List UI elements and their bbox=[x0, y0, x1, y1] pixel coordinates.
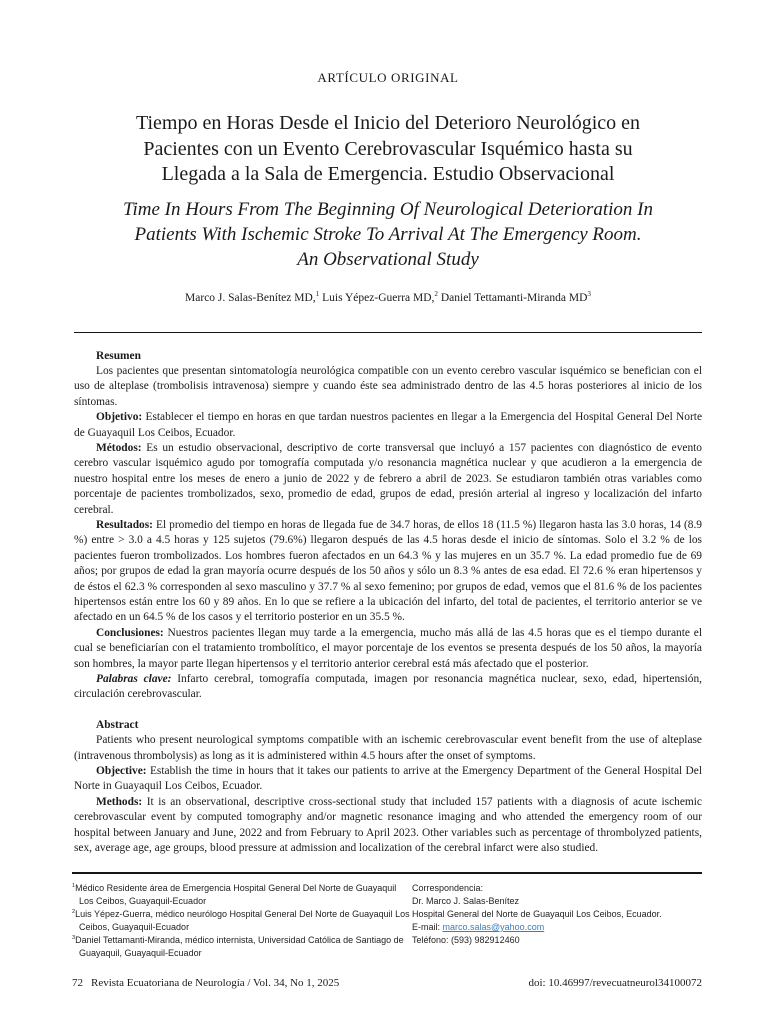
correspondence-email-line bbox=[412, 921, 702, 934]
paragraph-text: Es un estudio observacional, descriptivo de corte transversal que incluyó a 157 pacientes con diagnóstico de evento cerebro vascular isquémico agudo por tomografía computada y/o resonancia magnética nuclear y que acudieron a la emergencia de nuestro hospital entre los meses de enero a junio de 2022 y de febrero a abril de 2023. Se estudiaron también otras variables como porcentaje de pacientes trombolizados, sexo, promedio de edad, grupos de edad, presión arterial al ingreso y localización del infarto cerebral. bbox=[74, 441, 702, 516]
abstract-intro-paragraph bbox=[74, 733, 702, 764]
author-affiliations bbox=[72, 882, 410, 960]
metodos-paragraph bbox=[74, 441, 702, 518]
title-divider-rule bbox=[74, 332, 702, 333]
paragraph-label: Objetivo: bbox=[96, 411, 143, 424]
title-line: Patients With Ischemic Stroke To Arrival At The Emergency Room. bbox=[134, 223, 642, 245]
abstract-heading: Abstract bbox=[96, 718, 139, 731]
objective-paragraph bbox=[74, 764, 702, 795]
page-footer bbox=[72, 977, 702, 989]
affiliation-item bbox=[72, 882, 410, 908]
palabras-clave-paragraph bbox=[74, 672, 702, 703]
author-affiliation-marker: 3 bbox=[587, 289, 591, 298]
correspondence-name: Dr. Marco J. Salas-Benítez bbox=[412, 896, 520, 906]
affiliation-marker: 1 bbox=[72, 883, 76, 889]
author-affiliation-marker: 1 bbox=[315, 289, 320, 298]
correspondence-institution: Hospital General del Norte de Guayaquil Los Ceibos, Ecuador. bbox=[412, 909, 662, 919]
paragraph-label: Objective: bbox=[96, 765, 147, 778]
paragraph-text: It is an observational, descriptive cross-sectional study that included 157 patients with a diagnosis of acute ischemic cerebrovascular event by computed tomography and/or magnetic resonance imaging and who attended the emergency room of our hospital between January and June, 2022 and from February to April 2023. Other variables such as percentage of thrombolyzed patients, sex, average age, age groups, blood pressure at admission and localization of the cerebral infarct were also studied. bbox=[74, 795, 702, 855]
affiliation-item bbox=[72, 908, 410, 934]
conclusiones-paragraph bbox=[74, 626, 702, 672]
paragraph-text: Patients who present neurological symptoms compatible with an ischemic cerebrovascular event benefit from the use of alteplase (intravenous thrombolysis) as long as it is administered within 4.5 hours after the onset of symptoms. bbox=[74, 734, 702, 762]
author-name: Daniel Tettamanti-Miranda MD bbox=[437, 291, 588, 304]
paragraph-label: Palabras clave: bbox=[96, 673, 172, 686]
doi-text: doi: 10.46997/revecuatneurol34100072 bbox=[528, 977, 702, 989]
title-line: Llegada a la Sala de Emergencia. Estudio Observacional bbox=[161, 163, 615, 185]
title-line: Pacientes con un Evento Cerebrovascular Isquémico hasta su bbox=[143, 137, 633, 160]
paragraph-label: Métodos: bbox=[96, 441, 142, 454]
paragraph-text: Nuestros pacientes llegan muy tarde a la emergencia, mucho más allá de las 4.5 horas que es el tiempo durante el cual se beneficiarían con el tratamiento trombolítico, el mayor porcentaje de los eventos se presenta después de los 50 años, la mayoría son hombres, la mayor parte llegan hipertensos y el territorio anterior cerebral está más afectado que el posterior. bbox=[74, 626, 702, 670]
article-title-english bbox=[74, 197, 702, 272]
resumen-heading: Resumen bbox=[96, 349, 141, 362]
article-title-spanish bbox=[74, 111, 702, 188]
affiliation-text: Luis Yépez-Guerra, médico neurólogo Hospital General Del Norte de Guayaquil Los Ceibos, Guayaquil-Ecuador bbox=[75, 909, 410, 932]
paragraph-label: Resultados: bbox=[96, 518, 153, 531]
title-line: Tiempo en Horas Desde el Inicio del Deterioro Neurológico en bbox=[135, 112, 641, 134]
journal-name: Revista Ecuatoriana de Neurología / Vol. 34, No 1, 2025 bbox=[91, 977, 340, 989]
paragraph-text: Infarto cerebral, tomografía computada, imagen por resonancia magnética nuclear, sexo, edad, hipertensión, circulación cerebrovascular. bbox=[74, 673, 703, 701]
objetivo-paragraph bbox=[74, 410, 702, 441]
affiliation-marker: 2 bbox=[72, 909, 76, 915]
affiliation-text: Médico Residente área de Emergencia Hospital General Del Norte de Guayaquil Los Ceibos, Guayaquil-Ecuador bbox=[75, 883, 397, 906]
paragraph-label: Methods: bbox=[96, 795, 143, 808]
author-name: Luis Yépez-Guerra MD, bbox=[319, 291, 435, 304]
paragraph-text: Establecer el tiempo en horas en que tardan nuestros pacientes en llegar a la Emergencia del Hospital General Del Norte de Guayaquil Los Ceibos, Ecuador. bbox=[74, 411, 702, 439]
author-affiliation-marker: 2 bbox=[434, 289, 438, 298]
resumen-intro-paragraph bbox=[74, 364, 702, 410]
affiliation-text: Daniel Tettamanti-Miranda, médico internista, Universidad Católica de Santiago de Guayaquil, Guayaquil-Ecuador bbox=[75, 935, 404, 958]
paragraph-label: Conclusiones: bbox=[96, 626, 164, 639]
email-label: E-mail: bbox=[412, 922, 443, 932]
title-line: An Observational Study bbox=[297, 248, 479, 270]
page-number: 72 bbox=[72, 977, 83, 989]
correspondence-heading: Correspondencia: bbox=[412, 883, 484, 893]
correspondence-block bbox=[412, 882, 702, 960]
journal-info bbox=[72, 977, 339, 989]
title-line: Time In Hours From The Beginning Of Neurological Deterioration In bbox=[122, 198, 654, 220]
affiliation-item bbox=[72, 934, 410, 960]
author-name: Marco J. Salas-Benítez MD, bbox=[185, 291, 316, 304]
resumen-section bbox=[74, 349, 702, 703]
authors-line bbox=[74, 289, 702, 304]
paragraph-text: Establish the time in hours that it takes our patients to arrive at the Emergency Department of the General Hospital Del Norte in Guayaquil Los Ceibos, Ecuador. bbox=[74, 765, 702, 793]
article-type-label: ARTÍCULO ORIGINAL bbox=[317, 70, 459, 85]
footnotes-block bbox=[72, 872, 702, 960]
paragraph-text: Los pacientes que presentan sintomatología neurológica compatible con un evento cerebro vascular isquémico se benefician con el uso de alteplase (trombolisis intravenosa) siempre y cuando éste sea administrado dentro de las 4.5 horas posteriores al inicio de los síntomas. bbox=[74, 364, 702, 408]
abstract-section bbox=[74, 718, 702, 857]
methods-paragraph bbox=[74, 795, 702, 857]
email-link[interactable]: marco.salas@yahoo.com bbox=[442, 922, 545, 932]
affiliation-marker: 3 bbox=[72, 935, 76, 941]
correspondence-phone: Teléfono: (593) 982912460 bbox=[412, 935, 520, 945]
resultados-paragraph bbox=[74, 518, 702, 626]
paragraph-text: El promedio del tiempo en horas de llegada fue de 34.7 horas, de ellos 18 (11.5 %) llegaron hasta las 3.0 horas, 14 (8.9 %) entre > 3.0 a 4.5 horas y 125 sujetos (79.6%) llegaron después de las 4.5 horas desde el inicio de síntomas. Solo el 3.2 % de los pacientes fueron trombolizados. Los hombres fueron afectados en un 64.3 % y las mujeres en un 35.7 %. La edad promedio fue de 69 años; por grupos de edad la gran mayoría ocurre después de los 50 años y sólo un 8.3 % antes de esa edad. El 72.6 % eran hipertensos y de éstos el 62.3 % corresponden al sexo masculino y 37.7 % al sexo femenino; por grupos de edad, vemos que el 81.6 % de los pacientes hipertensos están entre los 60 y 89 años. En lo que se refiere a la ubicación del infarto, del total de pacientes, el territorio anterior se ve afectado en un 64.5 % de los casos y el territorio posterior en un 35.5 %. bbox=[74, 518, 702, 624]
